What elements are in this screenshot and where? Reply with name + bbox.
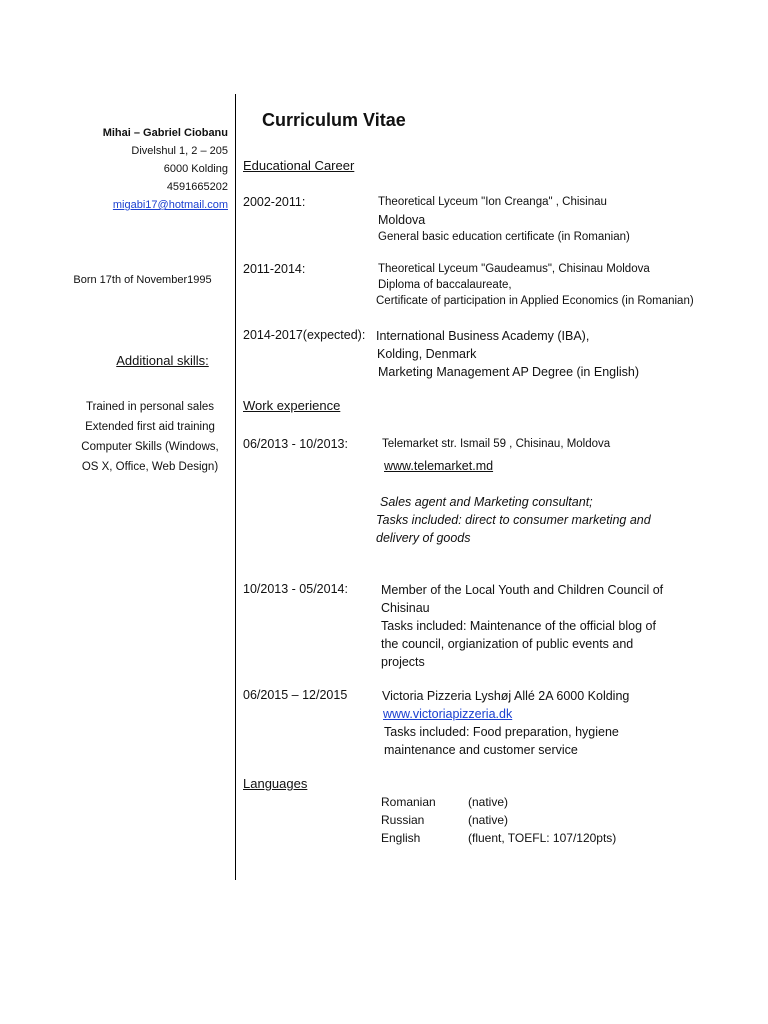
skill-item: OS X, Office, Web Design) xyxy=(81,461,219,473)
language-level: (fluent, TOEFL: 107/120pts) xyxy=(468,831,617,845)
column-divider xyxy=(235,94,236,880)
languages-heading: Languages xyxy=(243,776,308,791)
work-description xyxy=(376,493,651,547)
work-entry xyxy=(381,581,663,671)
language-level: (native) xyxy=(468,795,509,809)
entry-line: Certificate of participation in Applied Economics (in Romanian) xyxy=(376,295,694,307)
city: 6000 Kolding xyxy=(163,163,228,175)
website-link[interactable]: www.victoriapizzeria.dk xyxy=(383,707,513,721)
entry-line: delivery of goods xyxy=(376,531,471,545)
education-date: 2014-2017(expected): xyxy=(243,328,366,342)
education-heading: Educational Career xyxy=(243,158,355,173)
skill-item: Extended first aid training xyxy=(85,421,215,433)
person-name: Mihai – Gabriel Ciobanu xyxy=(102,127,228,139)
entry-line: Tasks included: direct to consumer marketing and xyxy=(376,513,651,527)
email-link[interactable]: migabi17@hotmail.com xyxy=(112,199,228,211)
entry-line: Tasks included: Food preparation, hygiene xyxy=(384,725,619,739)
entry-line: Sales agent and Marketing consultant; xyxy=(380,495,593,509)
language-level: (native) xyxy=(468,813,509,827)
entry-line: Diploma of baccalaureate, xyxy=(378,279,512,291)
website-link[interactable]: www.telemarket.md xyxy=(384,459,494,473)
entry-line: projects xyxy=(381,655,425,669)
entry-line: Victoria Pizzeria Lyshøj Allé 2A 6000 Kolding xyxy=(382,689,630,703)
work-date: 06/2013 - 10/2013: xyxy=(243,437,348,451)
education-entry xyxy=(378,194,630,246)
entry-line: Telemarket str. Ismail 59 , Chisinau, Moldova xyxy=(382,438,611,450)
work-entry xyxy=(382,436,610,475)
skill-item: Computer Skills (Windows, xyxy=(81,441,219,453)
language-name: Russian xyxy=(381,813,425,827)
entry-line: International Business Academy (IBA), xyxy=(376,329,590,343)
skills-list xyxy=(70,397,230,477)
phone: 4591665202 xyxy=(166,181,228,193)
address: Divelshul 1, 2 – 205 xyxy=(131,145,228,157)
education-date: 2011-2014: xyxy=(243,262,306,276)
language-name: Romanian xyxy=(381,795,436,809)
entry-line: the council, orgianization of public events and xyxy=(381,637,634,651)
page-title: Curriculum Vitae xyxy=(262,110,406,130)
entry-line: Marketing Management AP Degree (in English) xyxy=(378,365,640,379)
entry-line: Theoretical Lyceum "Ion Creanga" , Chisinau xyxy=(378,196,607,208)
entry-line: General basic education certificate (in Romanian) xyxy=(378,231,630,243)
work-entry xyxy=(382,687,629,759)
language-name: English xyxy=(381,831,421,845)
birth-date: Born 17th of November1995 xyxy=(73,274,212,286)
language-row xyxy=(381,793,616,811)
skill-item: Trained in personal sales xyxy=(85,401,215,413)
entry-line: maintenance and customer service xyxy=(384,743,578,757)
entry-line: Kolding, Denmark xyxy=(377,347,477,361)
education-entry xyxy=(376,327,639,381)
work-date: 06/2015 – 12/2015 xyxy=(243,688,348,702)
skills-heading: Additional skills: xyxy=(116,353,209,368)
contact-block xyxy=(103,124,228,214)
entry-line: Theoretical Lyceum "Gaudeamus", Chisinau Moldova xyxy=(378,263,650,275)
languages-list xyxy=(381,793,616,847)
language-row xyxy=(381,829,616,847)
work-date: 10/2013 - 05/2014: xyxy=(243,582,348,596)
education-date: 2002-2011: xyxy=(243,195,306,209)
entry-line: Member of the Local Youth and Children Council of xyxy=(381,583,664,597)
entry-line: Chisinau xyxy=(381,601,430,615)
entry-line: Tasks included: Maintenance of the official blog of xyxy=(381,619,656,633)
education-entry xyxy=(378,261,694,309)
work-heading: Work experience xyxy=(243,398,341,413)
entry-line: Moldova xyxy=(378,213,426,227)
language-row xyxy=(381,811,616,829)
